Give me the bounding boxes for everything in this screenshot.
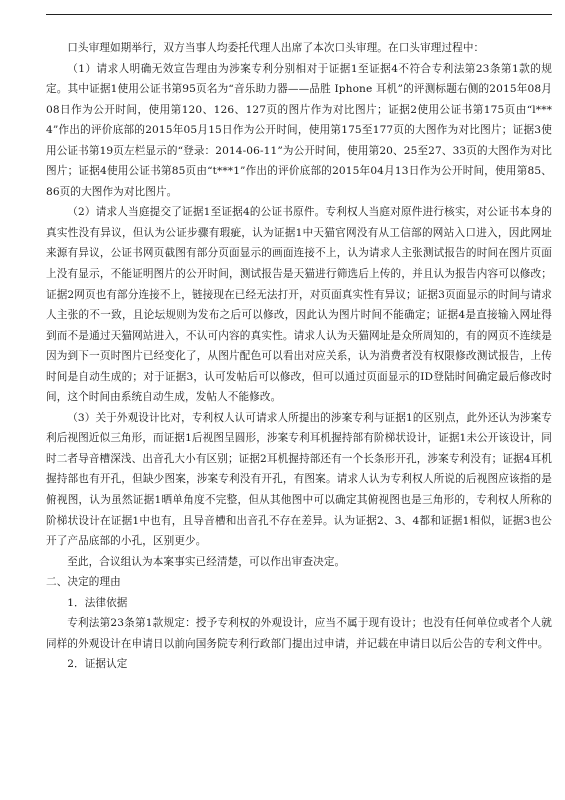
subheading-legal-basis: 1．法律依据	[67, 596, 128, 609]
section-heading-reasons: 二、决定的理由	[46, 576, 121, 589]
paragraph-evidence-authenticity: （2）请求人当庭提交了证据1至证据4的公证书原件。专利权人当庭对原件进行核实，对公证书本身的真实性没有异议，但认为公证步骤有瑕疵，认为证据1中天猫官网没有从工信部的网站入口进入，因此网址来源有异议，公证书网页截图有部分页面显示的画面连接不上，认为请求人主张测试报告的时间在图片页面上没有显示，不能证明图片的公开时间，测试报告是天猫进行筛选后上传的，并且认为报告内容可以修改；证据2网页也有部分连接不上，链接现在已经无法打开，对页面真实性有异议；证据3页面显示的时间与请求人主张的不一致，且论坛规则为发布之后可以修改，因此认为图片时间不能确定；证据4是直接输入网址得到而不是通过天猫网站进入，不认可内容的真实性。请求人认为天猫网址是众所周知的，有的网页不连续是因为到下一页时图片已经变化了，从图片配色可以看出对应关系，认为消费者没有权限修改测试报告，上传时间是自动生成的；对于证据3，认可发帖后可以修改，但可以通过页面显示的ID登陆时间确定最后修改时间，这个时间由系统自动生成，发帖人不能修改。	[46, 206, 552, 404]
top-divider	[46, 14, 552, 15]
intro-paragraph: 口头审理如期举行，双方当事人均委托代理人出席了本次口头审理。在口头审理过程中：	[67, 42, 485, 54]
paragraph-legal-basis: 专利法第23条第1款规定：授予专利权的外观设计，应当不属于现有设计；也没有任何单位或者个人就同样的外观设计在申请日以前向国务院专利行政部门提出过申请，并记载在申请日以后公告的专利文件中。	[46, 617, 552, 650]
subheading-evidence-determination: 2．证据认定	[67, 658, 128, 671]
paragraph-claims: （1）请求人明确无效宣告理由为涉案专利分别相对于证据1至证据4不符合专利法第23条第1款的规定。其中证据1使用公证书第95页名为“音乐助力器——品胜 Iphone 耳机”的评测标题右侧的2015年08月08日作为公开时间，使用第120、126、127页的图片作为对比图片；证据2使用公证书第175页由“l***4”作出的评价底部的2015年05月15日作为公开时间，使用第175至177页的大图作为对比图片；证据3使用公证书第19页左栏显示的“登录：2014-06-11”为公开时间，使用第20、25至27、33页的大图作为对比图片；证据4使用公证书第85页由“t***1”作出的评价底部的2015年04月13日作为公开时间，使用第85、86页的大图作为对比图片。	[46, 62, 552, 198]
paragraph-conclusion: 至此，合议组认为本案事实已经清楚，可以作出审查决定。	[67, 555, 346, 568]
document-body	[46, 38, 552, 675]
paragraph-design-comparison: （3）关于外观设计比对，专利权人认可请求人所提出的涉案专利与证据1的区别点，此外还认为涉案专利后视图近似三角形，而证据1后视图呈圆形，涉案专利耳机握持部有阶梯状设计，证据1未公开该设计，同时二者导音槽深浅、出音孔大小有区别；证据2耳机握持部还有一个长条形开孔，涉案专利没有；证据4耳机握持部也有开孔，但缺少图案，涉案专利没有开孔，有图案。请求人认为专利权人所说的后视图应该指的是俯视图，认为虽然证据1晒单角度不完整，但从其他图中可以确定其俯视图也是三角形的，专利权人所称的阶梯状设计在证据1中也有，且导音槽和出音孔不存在差异。认为证据2、3、4都和证据1相似，证据3也公开了产品底部的小孔，区别更少。	[46, 411, 552, 548]
